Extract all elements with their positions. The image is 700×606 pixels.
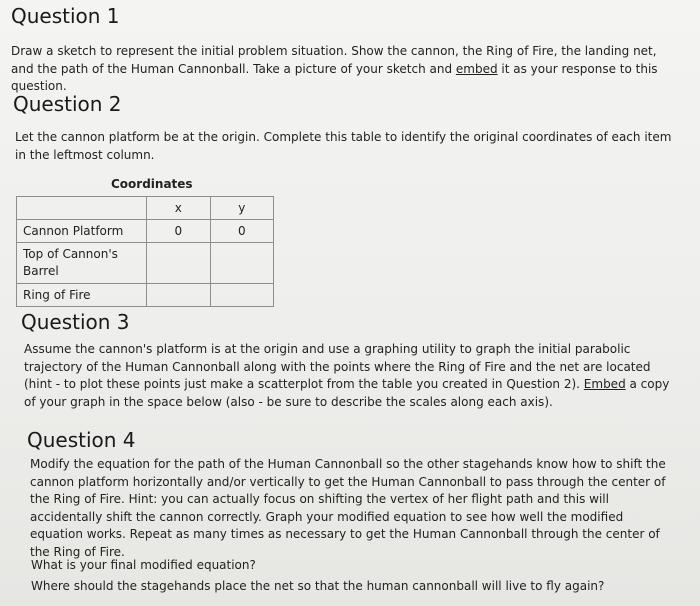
table-row [17,220,274,243]
question-4-text: Modify the equation for the path of the Human Cannonball so the other stagehands know how to shift the cannon platform horizontally and/or vertically to get the Human Cannonball to pass through the center of the Ring of Fire. Hint: you can actually focus on shifting the vertex of her flight path and this will accidentally shift the cannon correctly. Graph your modified equation to see how well the modified equation works. Repeat as many times as necessary to get the Human Cannonball through the center of the Ring of Fire. [30,457,666,559]
question-1-text-part-b: it as your response to this question. [11,61,658,93]
row-label-ring-of-fire: Ring of Fire [17,284,147,307]
table-header-row [17,197,274,220]
question-1-text-part-a: Draw a sketch to represent the initial problem situation. Show the cannon, the Ring of Fire, the landing net, and the path of the Human Cannonball. Take a picture of your sketch and [11,44,657,76]
row-label-cannon-platform: Cannon Platform [17,220,147,243]
question-3-text-part-b: a copy of your graph in the space below (also - be sure to describe the scales along each axis). [24,377,670,409]
question-1-heading: Question 1 [11,4,120,28]
table-header-y: y [210,197,273,220]
question-3-text [24,341,672,411]
question-2-text: Let the cannon platform be at the origin. Complete this table to identify the original coordinates of each item in the leftmost column. [15,130,672,162]
net-placement-question: Where should the stagehands place the net so that the human cannonball will live to fly again? [31,579,605,593]
table-header-blank [17,197,147,220]
coordinates-table [16,196,274,307]
row-label-top-of-barrel: Top of Cannon's Barrel [17,243,147,284]
table-header-x: x [147,197,210,220]
coordinates-table-caption: Coordinates [111,177,193,191]
table-row [17,284,274,307]
question-4-heading: Question 4 [27,428,136,452]
question-3-text-part-a: Assume the cannon's platform is at the origin and use a graphing utility to graph the initial parabolic trajectory of the Human Cannonball along with the points where the Ring of Fire and the net are located (hint - to plot these points just make a scatterplot from the table you created in Question 2). [24,342,651,391]
question-3-heading: Question 3 [21,310,130,334]
top-of-barrel-x[interactable] [147,243,210,284]
cannon-platform-y[interactable]: 0 [210,220,273,243]
top-of-barrel-y[interactable] [210,243,273,284]
table-row [17,243,274,284]
embed-link-q3[interactable]: Embed [583,377,626,391]
embed-link[interactable]: embed [455,61,498,76]
question-2-heading: Question 2 [13,92,122,116]
ring-of-fire-y[interactable] [210,284,273,307]
ring-of-fire-x[interactable] [147,284,210,307]
final-equation-question: What is your final modified equation? [31,558,256,572]
question-1-text [11,43,671,96]
cannon-platform-x[interactable]: 0 [147,220,210,243]
